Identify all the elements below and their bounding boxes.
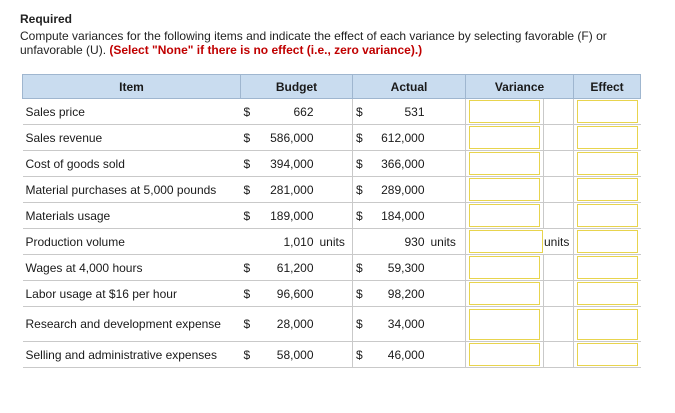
budget-unit: [317, 125, 353, 151]
instructions-text: Compute variances for the following items and indicate the effect of each variance by selecting favorable (F) or unfavorable (U).: [20, 29, 607, 57]
variance-spacer: [544, 342, 574, 368]
budget-value: 28,000: [259, 307, 317, 342]
variance-input[interactable]: [469, 100, 540, 123]
effect-cell: [574, 177, 641, 203]
table-row: [23, 229, 641, 255]
table-row: [23, 281, 641, 307]
actual-currency: $: [353, 151, 371, 177]
actual-unit: [428, 177, 466, 203]
variance-input[interactable]: [469, 178, 540, 201]
row-item-label: Cost of goods sold: [23, 151, 241, 177]
budget-currency: $: [241, 99, 259, 125]
table-row: [23, 177, 641, 203]
actual-value: 98,200: [371, 281, 428, 307]
effect-cell: [574, 203, 641, 229]
table-header-row: [23, 75, 641, 99]
budget-currency: $: [241, 177, 259, 203]
budget-value: 1,010: [259, 229, 317, 255]
actual-currency: $: [353, 177, 371, 203]
budget-unit: units: [317, 229, 353, 255]
budget-unit: [317, 177, 353, 203]
variance-cell: [466, 177, 544, 203]
row-item-label: Materials usage: [23, 203, 241, 229]
table-row: [23, 307, 641, 342]
row-item-label: Labor usage at $16 per hour: [23, 281, 241, 307]
actual-unit: units: [428, 229, 466, 255]
row-item-label: Material purchases at 5,000 pounds: [23, 177, 241, 203]
row-item-label: Production volume: [23, 229, 241, 255]
variance-spacer: [544, 151, 574, 177]
row-item-label: Sales price: [23, 99, 241, 125]
actual-value: 184,000: [371, 203, 428, 229]
actual-currency: $: [353, 99, 371, 125]
variance-input[interactable]: [469, 126, 540, 149]
table-row: [23, 99, 641, 125]
actual-unit: [428, 99, 466, 125]
effect-input[interactable]: [577, 152, 638, 175]
variance-cell: [466, 229, 574, 255]
row-item-label: Wages at 4,000 hours: [23, 255, 241, 281]
actual-unit: [428, 255, 466, 281]
effect-input[interactable]: [577, 230, 638, 253]
variance-spacer: [544, 177, 574, 203]
instructions: [20, 29, 650, 57]
actual-currency: $: [353, 281, 371, 307]
effect-input[interactable]: [577, 282, 638, 305]
actual-currency: $: [353, 203, 371, 229]
effect-cell: [574, 281, 641, 307]
budget-unit: [317, 281, 353, 307]
variance-unit: units: [544, 234, 570, 249]
effect-input[interactable]: [577, 126, 638, 149]
actual-currency: $: [353, 125, 371, 151]
effect-cell: [574, 125, 641, 151]
variance-spacer: [544, 203, 574, 229]
variance-cell: [466, 125, 544, 151]
actual-unit: [428, 203, 466, 229]
budget-value: 394,000: [259, 151, 317, 177]
effect-cell: [574, 151, 641, 177]
table-row: [23, 203, 641, 229]
variance-cell: [466, 342, 544, 368]
variance-input[interactable]: [469, 230, 543, 253]
variance-cell: [466, 151, 544, 177]
budget-unit: [317, 203, 353, 229]
variance-cell: [466, 99, 544, 125]
row-item-label: Research and development expense: [23, 307, 241, 342]
actual-unit: [428, 307, 466, 342]
actual-value: 34,000: [371, 307, 428, 342]
effect-input[interactable]: [577, 204, 638, 227]
actual-currency: $: [353, 342, 371, 368]
table-row: [23, 342, 641, 368]
required-heading: Required: [20, 12, 73, 26]
actual-value: 366,000: [371, 151, 428, 177]
budget-currency: $: [241, 203, 259, 229]
variance-input[interactable]: [469, 204, 540, 227]
effect-cell: [574, 342, 641, 368]
variance-input[interactable]: [469, 343, 540, 366]
budget-currency: $: [241, 307, 259, 342]
table-row: [23, 255, 641, 281]
effect-cell: [574, 255, 641, 281]
variance-spacer: [544, 125, 574, 151]
effect-cell: [574, 229, 641, 255]
variance-spacer: [544, 99, 574, 125]
budget-value: 281,000: [259, 177, 317, 203]
actual-unit: [428, 342, 466, 368]
budget-currency: $: [241, 281, 259, 307]
budget-value: 662: [259, 99, 317, 125]
budget-unit: [317, 255, 353, 281]
row-item-label: Selling and administrative expenses: [23, 342, 241, 368]
variance-input[interactable]: [469, 309, 540, 340]
budget-value: 61,200: [259, 255, 317, 281]
variance-spacer: [544, 307, 574, 342]
effect-cell: [574, 99, 641, 125]
actual-currency: [353, 229, 371, 255]
budget-unit: [317, 151, 353, 177]
variance-cell: [466, 255, 544, 281]
variance-cell: [466, 307, 544, 342]
budget-unit: [317, 307, 353, 342]
actual-currency: $: [353, 307, 371, 342]
variance-spacer: [544, 255, 574, 281]
variance-input[interactable]: [469, 256, 540, 279]
header-effect: Effect: [574, 75, 641, 99]
effect-input[interactable]: [577, 256, 638, 279]
table-row: [23, 125, 641, 151]
row-item-label: Sales revenue: [23, 125, 241, 151]
budget-currency: $: [241, 255, 259, 281]
actual-unit: [428, 151, 466, 177]
header-variance: Variance: [466, 75, 574, 99]
variance-cell: [466, 203, 544, 229]
actual-value: 612,000: [371, 125, 428, 151]
effect-input[interactable]: [577, 100, 638, 123]
effect-input[interactable]: [577, 178, 638, 201]
variance-table: [22, 74, 641, 368]
actual-value: 531: [371, 99, 428, 125]
effect-cell: [574, 307, 641, 342]
budget-currency: $: [241, 151, 259, 177]
actual-unit: [428, 125, 466, 151]
budget-currency: $: [241, 125, 259, 151]
instructions-highlight: (Select "None" if there is no effect (i.e., zero variance).): [109, 43, 423, 57]
budget-unit: [317, 342, 353, 368]
table-row: [23, 151, 641, 177]
variance-cell: [466, 281, 544, 307]
variance-input[interactable]: [469, 282, 540, 305]
actual-value: 289,000: [371, 177, 428, 203]
variance-spacer: [544, 281, 574, 307]
header-actual: Actual: [353, 75, 466, 99]
budget-currency: [241, 229, 259, 255]
effect-input[interactable]: [577, 343, 638, 366]
budget-value: 189,000: [259, 203, 317, 229]
header-budget: Budget: [241, 75, 353, 99]
budget-value: 96,600: [259, 281, 317, 307]
header-item: Item: [23, 75, 241, 99]
actual-currency: $: [353, 255, 371, 281]
budget-value: 58,000: [259, 342, 317, 368]
actual-value: 59,300: [371, 255, 428, 281]
actual-value: 46,000: [371, 342, 428, 368]
budget-currency: $: [241, 342, 259, 368]
budget-unit: [317, 99, 353, 125]
actual-value: 930: [371, 229, 428, 255]
effect-input[interactable]: [577, 309, 638, 340]
budget-value: 586,000: [259, 125, 317, 151]
variance-input[interactable]: [469, 152, 540, 175]
actual-unit: [428, 281, 466, 307]
